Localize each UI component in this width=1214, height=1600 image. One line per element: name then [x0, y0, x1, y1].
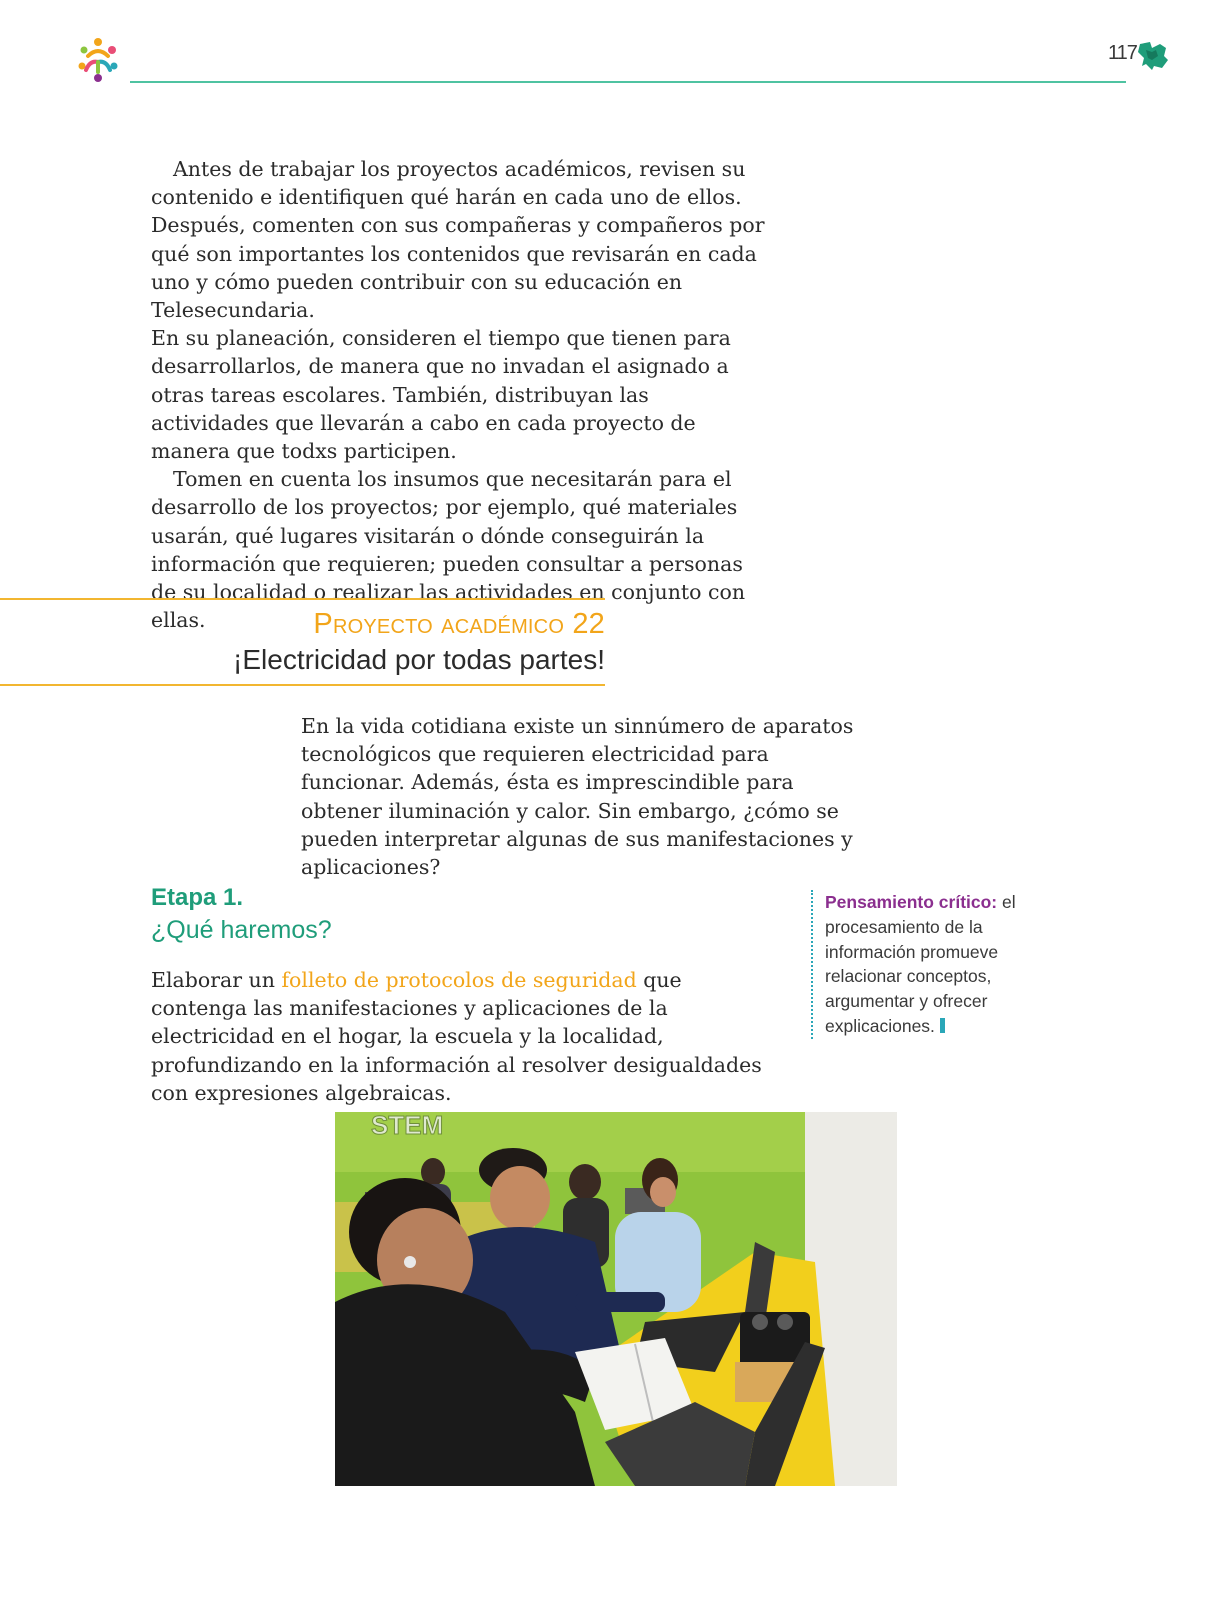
stage-text-before: Elaborar un: [151, 968, 282, 992]
intro-text: [151, 155, 771, 634]
intro-paragraph-3: Tomen en cuenta los insumos que necesitarán para el desarrollo de los proyectos; por ejemplo, qué materiales usarán, qué lugares visitarán o dónde conseguirán la información que requieren; pueden consultar a personas de su localidad o realizar las actividades en conjunto con ellas.: [151, 467, 746, 633]
stage-text: [151, 966, 771, 1107]
stem-sign: STEM: [371, 1112, 444, 1140]
sidebar-text: el procesamiento de la información promueve relacionar conceptos, argumentar y ofrecer explicaciones.: [825, 892, 1016, 1036]
stage-heading: Etapa 1.: [151, 884, 244, 911]
project-intro: En la vida cotidiana existe un sinnúmero de aparatos tecnológicos que requieren electricidad para funcionar. Además, ésta es imprescindible para obtener iluminación y calor. Sin embargo, ¿cómo se pueden interpretar algunas de sus manifestaciones y aplicaciones?: [301, 714, 854, 880]
project-label: Proyecto académico 22: [313, 608, 605, 640]
green-map-emblem-icon: [1136, 38, 1170, 72]
intro-paragraph-1: Antes de trabajar los proyectos académicos, revisen su contenido e identifiquen qué harán en cada uno de ellos. Después, comenten con sus compañeras y compañeros por qué son importantes los contenidos que revisarán en cada uno y cómo pueden contribuir con su educación en Telesecundaria.: [151, 157, 765, 323]
sidebar-note: [811, 890, 1040, 1039]
students-in-computer-lab-photo: [335, 1112, 897, 1486]
stage-highlight: folleto de protocolos de seguridad: [281, 968, 637, 992]
project-title: ¡Electricidad por todas partes!: [233, 644, 605, 675]
stage-subheading: ¿Qué haremos?: [151, 916, 332, 944]
page-number: 117: [1108, 42, 1137, 64]
stage-text-after: que contenga las manifestaciones y aplicaciones de la electricidad en el hogar, la escuela y la localidad, profundizando en la información al resolver desigualdades con expresiones algebraicas.: [151, 968, 762, 1105]
sidebar-title: Pensamiento crítico:: [825, 892, 998, 912]
intro-paragraph-2: En su planeación, consideren el tiempo que tienen para desarrollarlos, de manera que no invadan el asignado a otras tareas escolares. También, distribuyan las actividades que llevarán a cabo en cada proyecto de manera que todxs participen.: [151, 326, 731, 464]
end-mark-icon: [940, 1018, 945, 1033]
colorful-people-circle-logo-icon: [72, 34, 124, 86]
header-rule: [130, 81, 1126, 83]
project-banner: [0, 598, 605, 686]
